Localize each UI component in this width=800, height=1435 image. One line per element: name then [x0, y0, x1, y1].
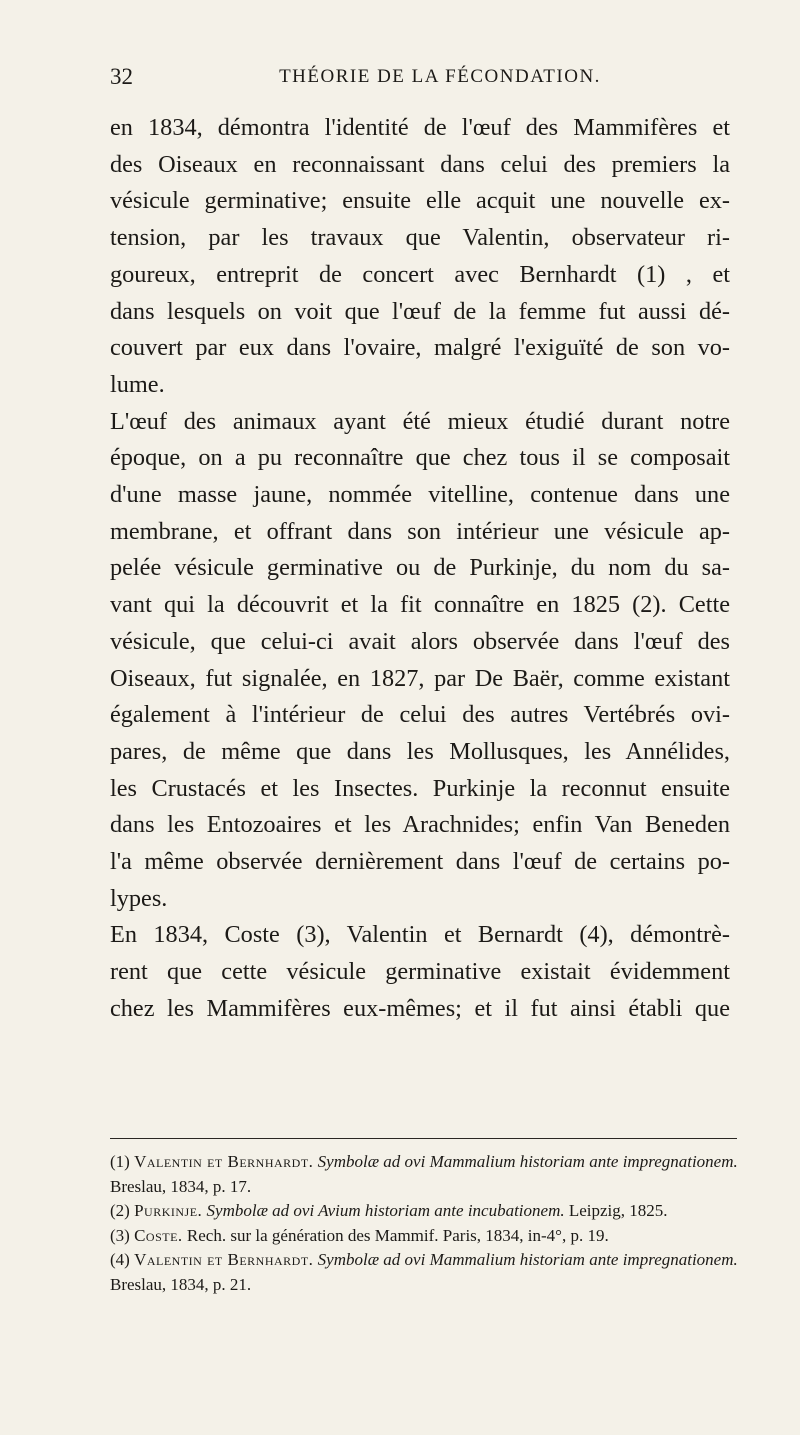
text-line: l'a même observée dernièrement dans l'œuf de certains po-	[110, 848, 730, 876]
text-line: goureux, entreprit de concert avec Bernhardt (1) , et	[110, 260, 730, 288]
paragraph	[110, 110, 730, 404]
footnote	[110, 1150, 740, 1199]
footnote-divider	[110, 1138, 737, 1139]
footnote-title: Symbolæ ad ovi Avium historiam ante incubationem.	[206, 1201, 565, 1220]
footnotes	[110, 1150, 740, 1297]
text-line: En 1834, Coste (3), Valentin et Bernardt (4), démontrè-	[110, 921, 730, 949]
text-line: pelée vésicule germinative ou de Purkinje, du nom du sa-	[110, 554, 730, 582]
footnote-author: Coste.	[134, 1225, 183, 1245]
footnote-mark: (1)	[110, 1152, 130, 1171]
text-line: dans les Entozoaires et les Arachnides; enfin Van Beneden	[110, 811, 730, 839]
text-line: couvert par eux dans l'ovaire, malgré l'exiguïté de son vo-	[110, 334, 730, 362]
footnote-reference: Leipzig, 1825.	[568, 1201, 668, 1220]
footnote-author: Valentin et Bernhardt.	[134, 1152, 314, 1171]
text-line: dans lesquels on voit que l'œuf de la femme fut aussi dé-	[110, 297, 730, 325]
text-line: Oiseaux, fut signalée, en 1827, par De Baër, comme existant	[110, 664, 730, 692]
text-line: tension, par les travaux que Valentin, observateur ri-	[110, 224, 730, 252]
text-line: L'œuf des animaux ayant été mieux étudié durant notre	[110, 407, 730, 435]
text-line: vant qui la découvrit et la fit connaître en 1825 (2). Cette	[110, 591, 730, 619]
text-line: lume.	[110, 370, 165, 398]
paragraph	[110, 917, 730, 1027]
text-line: des Oiseaux en reconnaissant dans celui des premiers la	[110, 150, 730, 178]
text-line: en 1834, démontra l'identité de l'œuf des Mammifères et	[110, 114, 730, 141]
footnote-reference: Breslau, 1834, p. 21.	[110, 1274, 252, 1294]
text-line: membrane, et offrant dans son intérieur une vésicule ap-	[110, 517, 730, 545]
footnote-reference: Breslau, 1834, p. 17.	[110, 1176, 252, 1196]
text-line: chez les Mammifères eux-mêmes; et il fut ainsi établi que	[110, 994, 730, 1022]
text-line: les Crustacés et les Insectes. Purkinje la reconnut ensuite	[110, 774, 730, 802]
text-line: vésicule, que celui-ci avait alors observée dans l'œuf des	[110, 627, 730, 655]
text-line: lypes.	[110, 884, 168, 912]
footnote-author: Valentin et Bernhardt.	[134, 1250, 314, 1269]
footnote-mark: (4)	[110, 1250, 130, 1269]
footnote-author: Purkinje.	[134, 1201, 203, 1220]
page-header	[110, 64, 730, 94]
text-line: époque, on a pu reconnaître que chez tous il se composait	[110, 444, 730, 472]
text-line: rent que cette vésicule germinative existait évidemment	[110, 958, 730, 986]
text-line: également à l'intérieur de celui des autres Vertébrés ovi-	[110, 701, 730, 729]
footnote-reference: Rech. sur la génération des Mammif. Paris, 1834, in-4°, p. 19.	[186, 1225, 609, 1245]
body-text	[110, 110, 730, 1028]
page-number: 32	[110, 64, 133, 89]
footnote-title: Symbolæ ad ovi Mammalium historiam ante impregnationem.	[317, 1152, 738, 1171]
footnote	[110, 1224, 740, 1249]
footnote-mark: (3)	[110, 1225, 130, 1245]
footnote	[110, 1248, 740, 1297]
footnote	[110, 1199, 740, 1224]
text-line: d'une masse jaune, nommée vitelline, contenue dans une	[110, 481, 730, 509]
text-line: pares, de même que dans les Mollusques, les Annélides,	[110, 737, 730, 765]
footnote-title: Symbolæ ad ovi Mammalium historiam ante impregnationem.	[317, 1250, 738, 1269]
paragraph	[110, 404, 730, 918]
footnote-mark: (2)	[110, 1201, 130, 1220]
running-head: THÉORIE DE LA FÉCONDATION.	[279, 66, 601, 87]
text-line: vésicule germinative; ensuite elle acquit une nouvelle ex-	[110, 187, 730, 215]
